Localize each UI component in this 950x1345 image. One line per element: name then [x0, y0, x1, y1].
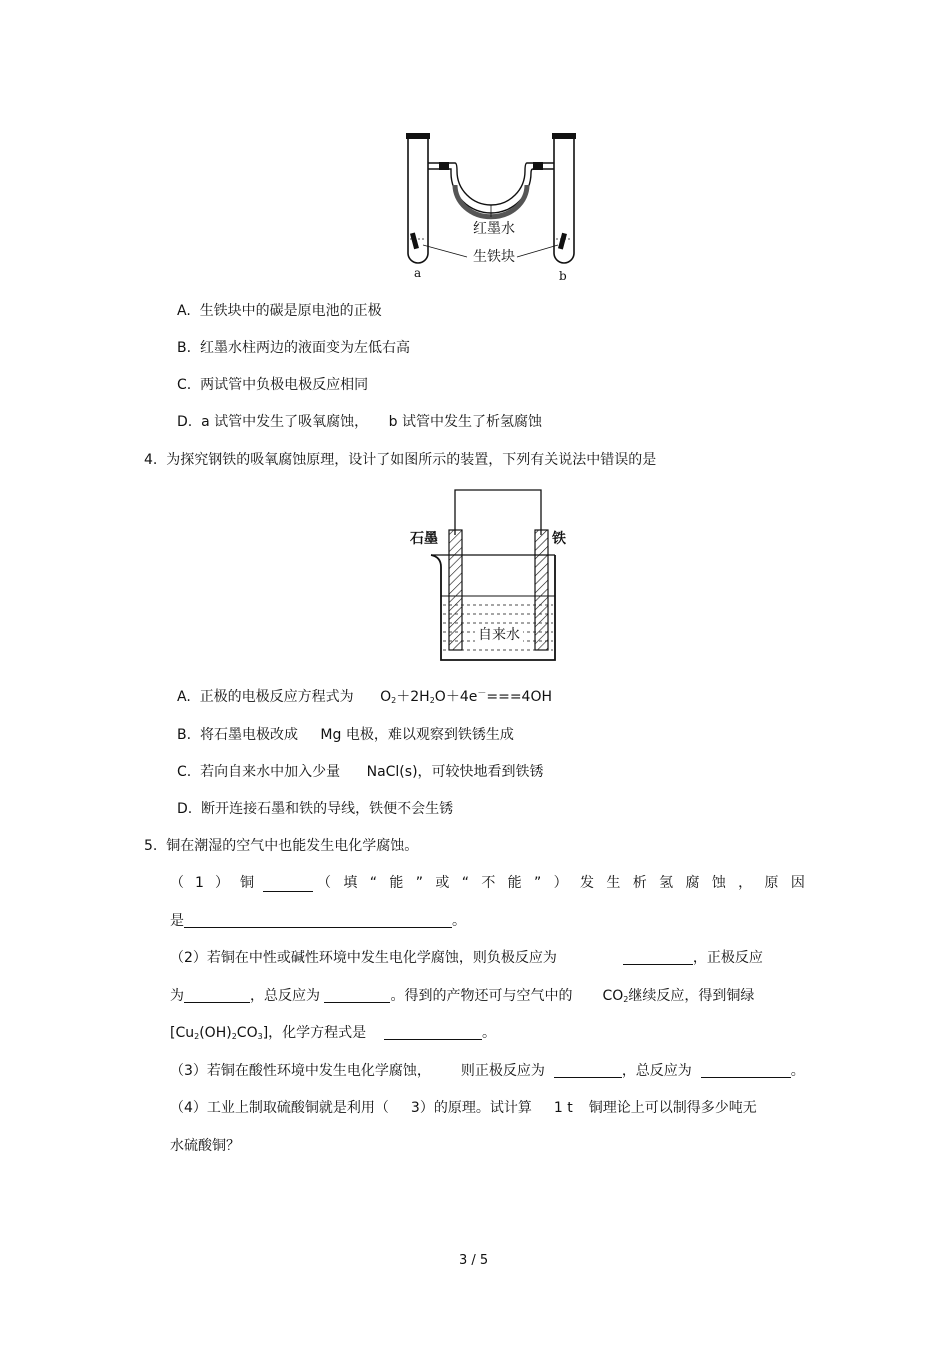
option-letter: C.	[177, 377, 192, 393]
q3-option-b	[177, 339, 410, 357]
option-letter: A.	[177, 303, 191, 319]
q5-part2-line1: （2）若铜在中性或碱性环境中发生电化学腐蚀，则负极反应为 ，正极反应	[170, 950, 763, 966]
option-text: 红墨水柱两边的液面变为左低右高	[199, 340, 410, 356]
answer-blank-acid-overall[interactable]	[701, 1063, 791, 1078]
q4-option-d	[177, 800, 453, 818]
option-letter: A.	[177, 689, 191, 705]
q5-part1-line1b: （ 填 “ 能 ” 或 “ 不 能 ” ） 发 生 析 氢 腐 蚀 ， 原 因	[317, 875, 805, 891]
q5-part1-line2: 是 。	[170, 913, 466, 929]
page-number: 3 / 5	[459, 1253, 489, 1268]
figure-label-pig-iron: 生铁块	[473, 249, 515, 265]
answer-blank-cathode[interactable]	[184, 988, 250, 1003]
option-text: 断开连接石墨和铁的导线，铁便不会生锈	[201, 801, 454, 817]
option-letter: D.	[177, 801, 193, 817]
figure-label-iron: 铁	[552, 531, 566, 547]
figure-label-tap-water: 自来水	[478, 627, 520, 643]
option-text-part2: Mg 电极，难以观察到铁锈生成	[320, 727, 514, 743]
equation: $O_2+2H_2O+4e^-===4OH$	[380, 689, 553, 705]
figure-label-a: a	[414, 266, 422, 280]
option-text: 生铁块中的碳是原电池的正极	[199, 303, 382, 319]
q3-option-d	[177, 413, 542, 431]
option-text-part2: NaCl(s)，可较快地看到铁锈	[366, 764, 544, 780]
q4-option-c	[177, 763, 544, 781]
option-text: 两试管中负极电极反应相同	[200, 377, 369, 393]
q5-part2-line2: 为 ，总反应为 。得到的产物还可与空气中的 $CO_2$继续反应，得到铜绿	[170, 988, 755, 1004]
answer-blank-equation[interactable]	[384, 1025, 482, 1040]
q5-part1-line1: （ 1 ） 铜	[170, 875, 254, 891]
option-letter: D.	[177, 414, 193, 430]
option-text: 正极的电极反应方程式为	[199, 689, 354, 705]
option-letter: C.	[177, 764, 192, 780]
option-text-part1: a 试管中发生了吸氧腐蚀，	[201, 414, 369, 430]
q4-option-b	[177, 726, 514, 744]
answer-blank-overall[interactable]	[324, 988, 390, 1003]
answer-blank-reason[interactable]	[184, 913, 452, 928]
option-text-part1: 若向自来水中加入少量	[200, 764, 341, 780]
option-text-part1: 将石墨电极改成	[199, 727, 298, 743]
q5-part4-line2: 水硫酸铜？	[170, 1138, 240, 1154]
q5-stem	[144, 837, 418, 855]
figure-label-red-ink: 红墨水	[473, 221, 515, 237]
q5-part2-line3: $[Cu_2(OH)_2CO_3]$，化学方程式是 。	[170, 1025, 496, 1041]
question-number: 4.	[144, 452, 158, 468]
answer-blank-anode[interactable]	[623, 950, 693, 965]
question-text: 为探究钢铁的吸氧腐蚀原理，设计了如图所示的装置，下列有关说法中错误的是	[166, 452, 657, 468]
option-text-part2: b 试管中发生了析氢腐蚀	[388, 414, 542, 430]
q4-option-a	[177, 688, 552, 706]
question-text: 铜在潮湿的空气中也能发生电化学腐蚀。	[166, 838, 419, 854]
question-number: 5.	[144, 838, 158, 854]
answer-blank-acid-cathode[interactable]	[554, 1063, 622, 1078]
option-letter: B.	[177, 340, 192, 356]
answer-blank-can-or-cannot[interactable]	[263, 877, 313, 892]
q5-part3: （3）若铜在酸性环境中发生电化学腐蚀， 则正极反应为 ，总反应为 。	[170, 1063, 805, 1079]
q3-option-c	[177, 376, 368, 394]
q3-option-a	[177, 302, 382, 320]
option-letter: B.	[177, 727, 192, 743]
q5-part4-line1: （4）工业上制取硫酸铜就是利用（ 3）的原理。试计算 1 t 铜理论上可以制得多少吨无	[170, 1100, 757, 1116]
figure-label-graphite: 石墨	[410, 531, 438, 547]
figure-label-b: b	[559, 269, 567, 283]
q4-stem	[144, 451, 656, 469]
